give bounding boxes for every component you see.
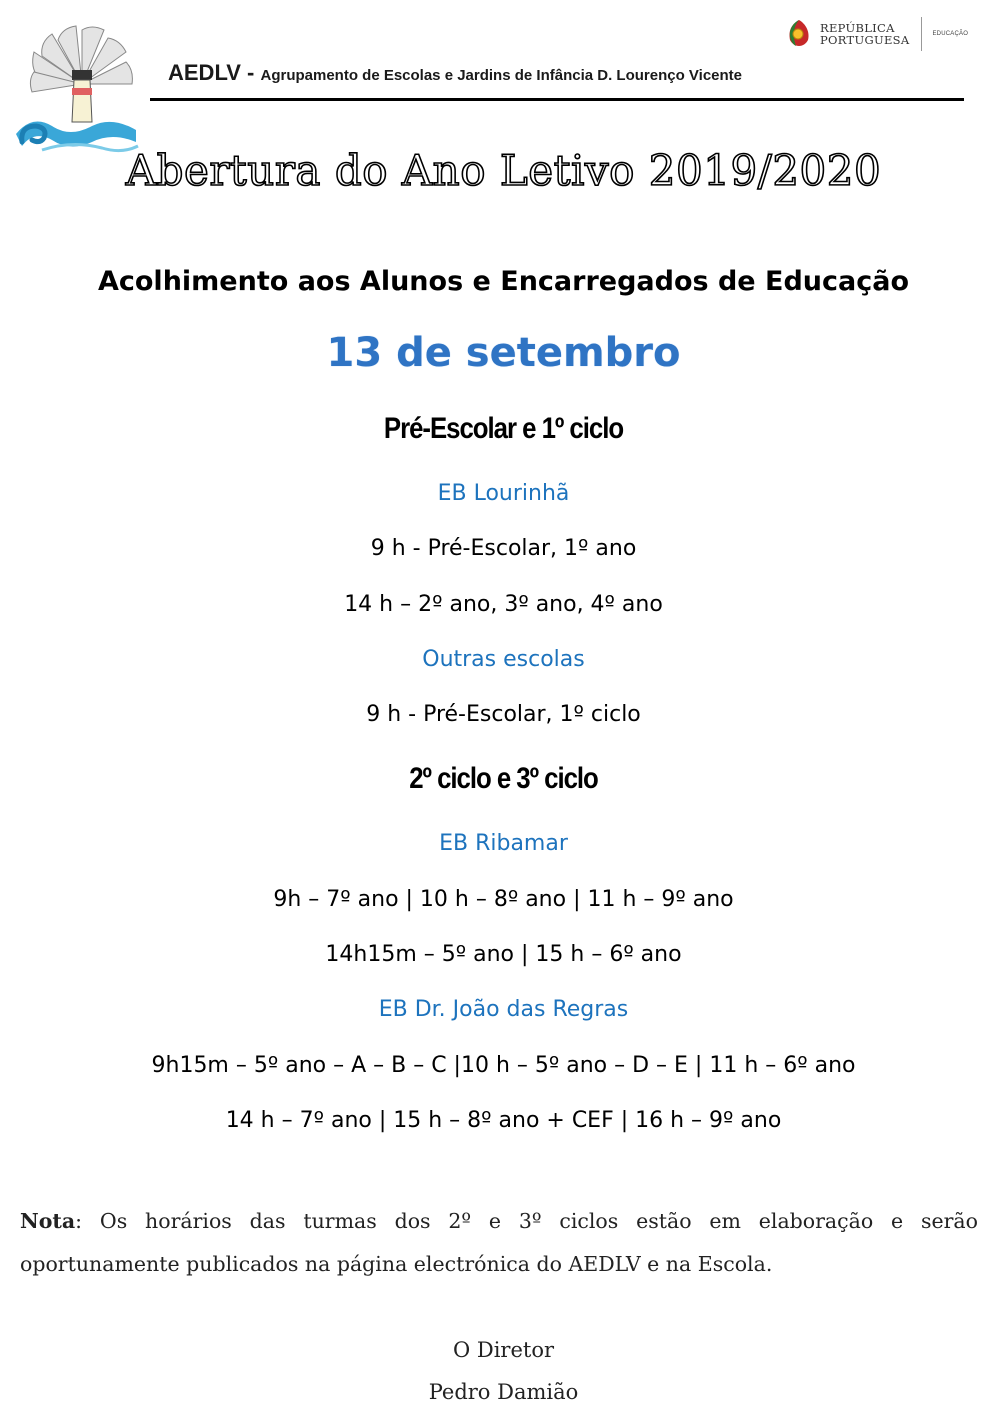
org-full-name: Agrupamento de Escolas e Jardins de Infância D. Lourenço Vicente	[260, 67, 743, 84]
schedule-line: 14h15m – 5º ano | 15 h – 6º ano	[325, 942, 682, 967]
gov-line-1: REPÚBLICA	[820, 21, 895, 35]
government-name	[820, 22, 909, 46]
section-heading-pre-escolar: Pré-Escolar e 1º ciclo	[383, 412, 624, 445]
ministry-area: EDUCAÇÃO	[932, 31, 969, 37]
schedule-line: 14 h – 2º ano, 3º ano, 4º ano	[344, 592, 663, 617]
section-heading-ciclos: 2º ciclo e 3º ciclo	[409, 762, 598, 795]
republica-portuguesa-logo	[786, 12, 968, 56]
schedule-line: 9 h - Pré-Escolar, 1º ano	[370, 536, 637, 561]
header-divider	[150, 98, 964, 101]
gov-line-2: PORTUGUESA	[820, 33, 910, 47]
school-name: EB Ribamar	[439, 831, 568, 856]
organisation-header	[168, 60, 742, 86]
event-date: 13 de setembro	[326, 330, 681, 376]
subtitle: Acolhimento aos Alunos e Encarregados de Educação	[97, 266, 910, 297]
school-name: EB Lourinhã	[437, 481, 570, 506]
school-name: EB Dr. João das Regras	[378, 997, 629, 1022]
note-paragraph	[20, 1200, 978, 1286]
note-text: : Os horários das turmas dos 2º e 3º ciclos estão em elaboração e serão oportunamente publicados na página electrónica do AEDLV e na Escola.	[20, 1209, 978, 1276]
schedule-line: 9 h - Pré-Escolar, 1º ciclo	[366, 702, 641, 727]
divider	[921, 17, 922, 51]
schedule-line: 14 h – 7º ano | 15 h – 8º ano + CEF | 16 h – 9º ano	[225, 1108, 782, 1133]
page-title: Abertura do Ano Letivo 2019/2020	[125, 146, 882, 195]
portuguese-flag-icon	[786, 18, 812, 50]
signature-name: Pedro Damião	[428, 1380, 579, 1404]
school-name: Outras escolas	[422, 647, 585, 672]
schedule-line: 9h15m – 5º ano – A – B – C |10 h – 5º ano – D – E | 11 h – 6º ano	[151, 1053, 856, 1078]
note-label: Nota	[20, 1209, 76, 1233]
school-logo	[12, 22, 142, 160]
signature-role: O Diretor	[452, 1338, 555, 1362]
schedule-line: 9h – 7º ano | 10 h – 8º ano | 11 h – 9º ano	[273, 887, 734, 912]
org-acronym: AEDLV -	[168, 60, 261, 85]
